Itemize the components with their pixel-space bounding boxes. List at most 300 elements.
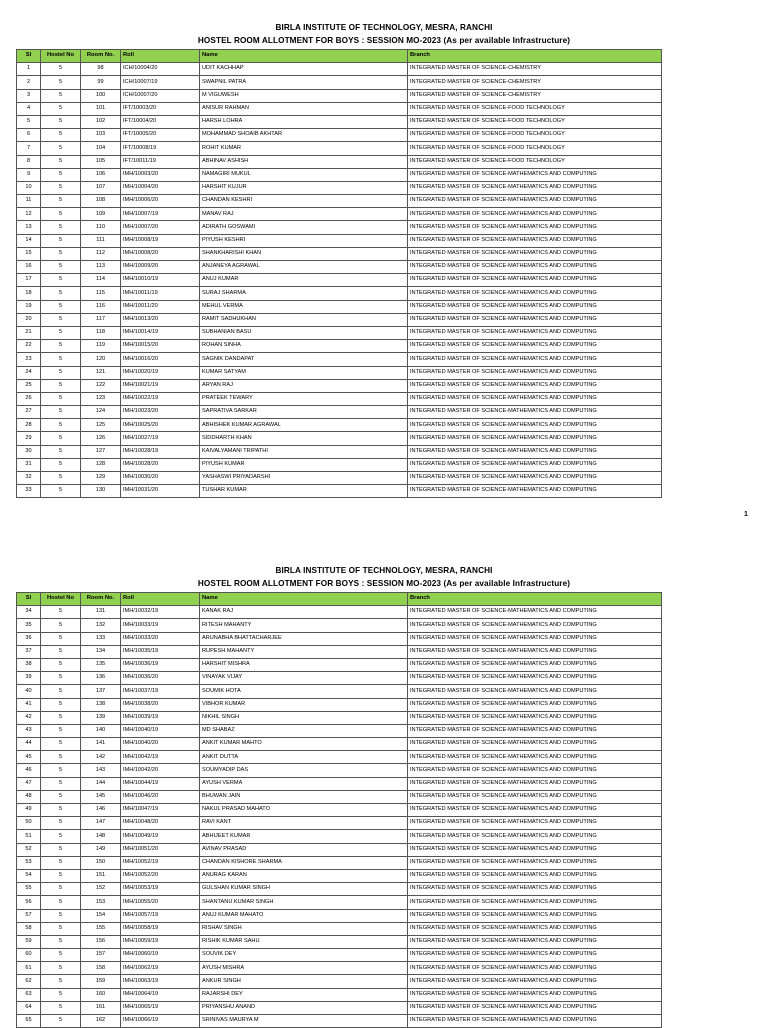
cell-sl: 25 (17, 379, 41, 392)
cell-branch: INTEGRATED MASTER OF SCIENCE-MATHEMATICS AND COMPUTING (408, 458, 662, 471)
table-row (17, 472, 662, 485)
cell-name: ANURAG KARAN (200, 869, 408, 882)
cell-roll: IMH/10031/20 (121, 485, 200, 498)
cell-sl: 40 (17, 685, 41, 698)
cell-room-no: 134 (81, 645, 121, 658)
cell-name: GULSHAN KUMAR SINGH (200, 883, 408, 896)
table-row (17, 340, 662, 353)
cell-name: SHANTANU KUMAR SINGH (200, 896, 408, 909)
cell-name: RAMIT SADHUKHAN (200, 313, 408, 326)
cell-branch: INTEGRATED MASTER OF SCIENCE-MATHEMATICS AND COMPUTING (408, 261, 662, 274)
table-row (17, 234, 662, 247)
cell-branch: INTEGRATED MASTER OF SCIENCE-MATHEMATICS AND COMPUTING (408, 274, 662, 287)
cell-room-no: 142 (81, 751, 121, 764)
institute-title: BIRLA INSTITUTE OF TECHNOLOGY, MESRA, RANCHI (275, 566, 493, 575)
cell-room-no: 138 (81, 698, 121, 711)
cell-room-no: 120 (81, 353, 121, 366)
table-row (17, 672, 662, 685)
cell-hostel-no: 5 (41, 458, 81, 471)
table-row (17, 777, 662, 790)
cell-branch: INTEGRATED MASTER OF SCIENCE-MATHEMATICS AND COMPUTING (408, 988, 662, 1001)
table-row (17, 790, 662, 803)
cell-name: SOUMIK HOTA (200, 685, 408, 698)
cell-sl: 14 (17, 234, 41, 247)
cell-room-no: 110 (81, 221, 121, 234)
cell-name: SUBHANIAN BASU (200, 326, 408, 339)
cell-name: ARUNABHA BHATTACHARJEE (200, 632, 408, 645)
cell-sl: 2 (17, 76, 41, 89)
cell-roll: IMH/10063/19 (121, 975, 200, 988)
cell-room-no: 113 (81, 261, 121, 274)
cell-room-no: 98 (81, 63, 121, 76)
cell-branch: INTEGRATED MASTER OF SCIENCE-MATHEMATICS AND COMPUTING (408, 804, 662, 817)
cell-hostel-no: 5 (41, 738, 81, 751)
cell-branch: INTEGRATED MASTER OF SCIENCE-MATHEMATICS AND COMPUTING (408, 738, 662, 751)
cell-sl: 45 (17, 751, 41, 764)
cell-room-no: 106 (81, 168, 121, 181)
cell-sl: 27 (17, 406, 41, 419)
cell-hostel-no: 5 (41, 406, 81, 419)
cell-sl: 42 (17, 711, 41, 724)
cell-branch: INTEGRATED MASTER OF SCIENCE-MATHEMATICS AND COMPUTING (408, 856, 662, 869)
cell-branch: INTEGRATED MASTER OF SCIENCE-MATHEMATICS AND COMPUTING (408, 962, 662, 975)
table-row (17, 353, 662, 366)
cell-branch: INTEGRATED MASTER OF SCIENCE-MATHEMATICS AND COMPUTING (408, 353, 662, 366)
table-row (17, 711, 662, 724)
table-row (17, 751, 662, 764)
table-row (17, 392, 662, 405)
cell-room-no: 123 (81, 392, 121, 405)
table-row (17, 909, 662, 922)
cell-hostel-no: 5 (41, 777, 81, 790)
cell-sl: 31 (17, 458, 41, 471)
table-row (17, 221, 662, 234)
table-row (17, 685, 662, 698)
cell-branch: INTEGRATED MASTER OF SCIENCE-MATHEMATICS AND COMPUTING (408, 658, 662, 671)
cell-roll: IMH/10055/20 (121, 896, 200, 909)
cell-hostel-no: 5 (41, 685, 81, 698)
cell-room-no: 130 (81, 485, 121, 498)
table-row (17, 485, 662, 498)
cell-name: ANKUR SINGH (200, 975, 408, 988)
cell-roll: IMH/10036/20 (121, 672, 200, 685)
cell-hostel-no: 5 (41, 922, 81, 935)
cell-room-no: 147 (81, 817, 121, 830)
cell-name: YASHASWI PRIYADARSHI (200, 472, 408, 485)
cell-branch: INTEGRATED MASTER OF SCIENCE-MATHEMATICS AND COMPUTING (408, 326, 662, 339)
cell-roll: IMH/10022/19 (121, 392, 200, 405)
cell-sl: 1 (17, 63, 41, 76)
cell-branch: INTEGRATED MASTER OF SCIENCE-MATHEMATICS AND COMPUTING (408, 208, 662, 221)
cell-room-no: 101 (81, 102, 121, 115)
cell-branch: INTEGRATED MASTER OF SCIENCE-CHEMISTRY (408, 89, 662, 102)
cell-name: ANUJ KUMAR (200, 274, 408, 287)
cell-name: HARSHIT KUJUR (200, 181, 408, 194)
cell-name: SIDDHARTH KHAN (200, 432, 408, 445)
cell-name: M VIGUWESH (200, 89, 408, 102)
allotment-table (16, 49, 662, 498)
table-row (17, 326, 662, 339)
table-row (17, 247, 662, 260)
cell-sl: 35 (17, 619, 41, 632)
table-row (17, 883, 662, 896)
cell-room-no: 148 (81, 830, 121, 843)
cell-sl: 21 (17, 326, 41, 339)
cell-name: ADIRATH GOSWAMI (200, 221, 408, 234)
cell-room-no: 150 (81, 856, 121, 869)
cell-sl: 61 (17, 962, 41, 975)
cell-name: PIYUSH KUMAR (200, 458, 408, 471)
cell-branch: INTEGRATED MASTER OF SCIENCE-MATHEMATICS AND COMPUTING (408, 830, 662, 843)
cell-roll: IFT/10005/20 (121, 129, 200, 142)
cell-roll: IMH/10035/19 (121, 645, 200, 658)
cell-hostel-no: 5 (41, 115, 81, 128)
cell-branch: INTEGRATED MASTER OF SCIENCE-MATHEMATICS AND COMPUTING (408, 287, 662, 300)
cell-roll: IMH/10023/20 (121, 406, 200, 419)
page-number: 1 (744, 511, 748, 518)
cell-branch: INTEGRATED MASTER OF SCIENCE-MATHEMATICS AND COMPUTING (408, 817, 662, 830)
cell-hostel-no: 5 (41, 632, 81, 645)
cell-roll: IMH/10049/19 (121, 830, 200, 843)
cell-sl: 44 (17, 738, 41, 751)
cell-hostel-no: 5 (41, 764, 81, 777)
cell-name: PRIYANSHU ANAND (200, 1001, 408, 1014)
cell-name: TUSHAR KUMAR (200, 485, 408, 498)
cell-sl: 39 (17, 672, 41, 685)
table-row (17, 843, 662, 856)
cell-roll: IMH/10010/19 (121, 274, 200, 287)
cell-hostel-no: 5 (41, 975, 81, 988)
cell-branch: INTEGRATED MASTER OF SCIENCE-MATHEMATICS AND COMPUTING (408, 472, 662, 485)
cell-sl: 13 (17, 221, 41, 234)
cell-name: SOUMYADIP DAS (200, 764, 408, 777)
cell-roll: IMH/10028/19 (121, 445, 200, 458)
cell-sl: 50 (17, 817, 41, 830)
cell-roll: IFT/10004/20 (121, 115, 200, 128)
table-row (17, 619, 662, 632)
cell-room-no: 152 (81, 883, 121, 896)
cell-roll: IMH/10057/19 (121, 909, 200, 922)
cell-sl: 53 (17, 856, 41, 869)
cell-name: SHANKHARISHI KHAN (200, 247, 408, 260)
cell-name: ANUJ KUMAR MAHATO (200, 909, 408, 922)
cell-roll: IMH/10040/19 (121, 724, 200, 737)
cell-hostel-no: 5 (41, 645, 81, 658)
cell-sl: 32 (17, 472, 41, 485)
cell-hostel-no: 5 (41, 711, 81, 724)
cell-branch: INTEGRATED MASTER OF SCIENCE-CHEMISTRY (408, 63, 662, 76)
cell-roll: IMH/10059/19 (121, 935, 200, 948)
cell-branch: INTEGRATED MASTER OF SCIENCE-MATHEMATICS AND COMPUTING (408, 777, 662, 790)
cell-hostel-no: 5 (41, 817, 81, 830)
table-row (17, 830, 662, 843)
table-row (17, 1001, 662, 1014)
cell-name: MEHUL VERMA (200, 300, 408, 313)
cell-name: KUMAR SATYAM (200, 366, 408, 379)
cell-hostel-no: 5 (41, 658, 81, 671)
cell-roll: IMH/10046/20 (121, 790, 200, 803)
table-row (17, 922, 662, 935)
cell-branch: INTEGRATED MASTER OF SCIENCE-FOOD TECHNOLOGY (408, 142, 662, 155)
cell-branch: INTEGRATED MASTER OF SCIENCE-MATHEMATICS AND COMPUTING (408, 711, 662, 724)
table-row (17, 658, 662, 671)
cell-branch: INTEGRATED MASTER OF SCIENCE-MATHEMATICS AND COMPUTING (408, 419, 662, 432)
table-row (17, 300, 662, 313)
cell-room-no: 155 (81, 922, 121, 935)
cell-room-no: 125 (81, 419, 121, 432)
header-roll: Roll (121, 593, 200, 606)
cell-sl: 43 (17, 724, 41, 737)
cell-name: RITESH MAHANTY (200, 619, 408, 632)
cell-room-no: 117 (81, 313, 121, 326)
cell-sl: 7 (17, 142, 41, 155)
cell-sl: 52 (17, 843, 41, 856)
cell-branch: INTEGRATED MASTER OF SCIENCE-MATHEMATICS AND COMPUTING (408, 432, 662, 445)
cell-hostel-no: 5 (41, 909, 81, 922)
cell-branch: INTEGRATED MASTER OF SCIENCE-FOOD TECHNOLOGY (408, 129, 662, 142)
cell-room-no: 153 (81, 896, 121, 909)
cell-hostel-no: 5 (41, 340, 81, 353)
cell-roll: IMH/10065/19 (121, 1001, 200, 1014)
cell-hostel-no: 5 (41, 751, 81, 764)
cell-branch: INTEGRATED MASTER OF SCIENCE-MATHEMATICS AND COMPUTING (408, 672, 662, 685)
cell-roll: IMH/10044/19 (121, 777, 200, 790)
cell-hostel-no: 5 (41, 606, 81, 619)
cell-room-no: 137 (81, 685, 121, 698)
cell-name: HARSH LOHRA (200, 115, 408, 128)
cell-sl: 4 (17, 102, 41, 115)
cell-name: RISHIK KUMAR SAHU (200, 935, 408, 948)
cell-branch: INTEGRATED MASTER OF SCIENCE-MATHEMATICS AND COMPUTING (408, 909, 662, 922)
cell-branch: INTEGRATED MASTER OF SCIENCE-MATHEMATICS AND COMPUTING (408, 790, 662, 803)
table-row (17, 896, 662, 909)
cell-room-no: 99 (81, 76, 121, 89)
cell-sl: 37 (17, 645, 41, 658)
institute-title: BIRLA INSTITUTE OF TECHNOLOGY, MESRA, RANCHI (275, 23, 493, 32)
cell-name: PRATEEK TEWARY (200, 392, 408, 405)
cell-branch: INTEGRATED MASTER OF SCIENCE-MATHEMATICS AND COMPUTING (408, 181, 662, 194)
cell-sl: 23 (17, 353, 41, 366)
table-row (17, 76, 662, 89)
cell-roll: IMH/10004/20 (121, 181, 200, 194)
cell-hostel-no: 5 (41, 379, 81, 392)
cell-name: ANISUR RAHMAN (200, 102, 408, 115)
cell-branch: INTEGRATED MASTER OF SCIENCE-MATHEMATICS AND COMPUTING (408, 221, 662, 234)
cell-name: NIKHIL SINGH (200, 711, 408, 724)
cell-roll: IMH/10013/20 (121, 313, 200, 326)
cell-branch: INTEGRATED MASTER OF SCIENCE-MATHEMATICS AND COMPUTING (408, 392, 662, 405)
cell-roll: IMH/10011/20 (121, 300, 200, 313)
cell-room-no: 156 (81, 935, 121, 948)
header-name: Name (200, 593, 408, 606)
cell-branch: INTEGRATED MASTER OF SCIENCE-CHEMISTRY (408, 76, 662, 89)
cell-roll: IMH/10006/20 (121, 195, 200, 208)
table-row (17, 869, 662, 882)
table-row (17, 645, 662, 658)
cell-roll: IMH/10027/19 (121, 432, 200, 445)
cell-sl: 54 (17, 869, 41, 882)
cell-roll: IMH/10014/19 (121, 326, 200, 339)
cell-hostel-no: 5 (41, 698, 81, 711)
cell-sl: 63 (17, 988, 41, 1001)
table-row (17, 181, 662, 194)
cell-room-no: 161 (81, 1001, 121, 1014)
cell-roll: IMH/10066/19 (121, 1015, 200, 1028)
cell-sl: 36 (17, 632, 41, 645)
table-row (17, 274, 662, 287)
cell-hostel-no: 5 (41, 326, 81, 339)
cell-sl: 12 (17, 208, 41, 221)
cell-room-no: 149 (81, 843, 121, 856)
table-row (17, 366, 662, 379)
cell-branch: INTEGRATED MASTER OF SCIENCE-MATHEMATICS AND COMPUTING (408, 751, 662, 764)
cell-name: CHANDAN KESHRI (200, 195, 408, 208)
cell-branch: INTEGRATED MASTER OF SCIENCE-FOOD TECHNOLOGY (408, 102, 662, 115)
cell-room-no: 124 (81, 406, 121, 419)
cell-branch: INTEGRATED MASTER OF SCIENCE-MATHEMATICS AND COMPUTING (408, 340, 662, 353)
cell-hostel-no: 5 (41, 949, 81, 962)
cell-roll: IMH/10040/20 (121, 738, 200, 751)
cell-sl: 17 (17, 274, 41, 287)
cell-name: UDIT KACHHAP (200, 63, 408, 76)
cell-roll: IMH/10052/19 (121, 856, 200, 869)
table-row (17, 379, 662, 392)
cell-hostel-no: 5 (41, 102, 81, 115)
cell-name: HARSHIT MISHRA (200, 658, 408, 671)
cell-roll: IMH/10007/19 (121, 208, 200, 221)
cell-room-no: 145 (81, 790, 121, 803)
header-name: Name (200, 50, 408, 63)
cell-roll: ICH/10007/20 (121, 89, 200, 102)
cell-sl: 5 (17, 115, 41, 128)
cell-hostel-no: 5 (41, 1001, 81, 1014)
table-row (17, 962, 662, 975)
cell-name: SURAJ SHARMA (200, 287, 408, 300)
cell-roll: IMH/10047/19 (121, 804, 200, 817)
cell-branch: INTEGRATED MASTER OF SCIENCE-MATHEMATICS AND COMPUTING (408, 606, 662, 619)
cell-sl: 18 (17, 287, 41, 300)
table-row (17, 606, 662, 619)
cell-hostel-no: 5 (41, 790, 81, 803)
cell-hostel-no: 5 (41, 63, 81, 76)
cell-hostel-no: 5 (41, 935, 81, 948)
cell-name: MOHAMMAD SHOAIB AKHTAR (200, 129, 408, 142)
cell-sl: 51 (17, 830, 41, 843)
cell-roll: IFT/10008/19 (121, 142, 200, 155)
table-row (17, 432, 662, 445)
cell-branch: INTEGRATED MASTER OF SCIENCE-MATHEMATICS AND COMPUTING (408, 168, 662, 181)
cell-sl: 29 (17, 432, 41, 445)
header-sl: Sl (17, 593, 41, 606)
cell-name: ABHINAV ASHISH (200, 155, 408, 168)
cell-roll: IMH/10003/20 (121, 168, 200, 181)
cell-hostel-no: 5 (41, 1015, 81, 1028)
cell-roll: IMH/10048/20 (121, 817, 200, 830)
cell-roll: IMH/10016/20 (121, 353, 200, 366)
cell-sl: 22 (17, 340, 41, 353)
cell-sl: 65 (17, 1015, 41, 1028)
cell-sl: 28 (17, 419, 41, 432)
cell-sl: 48 (17, 790, 41, 803)
cell-room-no: 131 (81, 606, 121, 619)
cell-name: ARYAN RAJ (200, 379, 408, 392)
cell-branch: INTEGRATED MASTER OF SCIENCE-MATHEMATICS AND COMPUTING (408, 975, 662, 988)
cell-name: SAPRATIVA SARKAR (200, 406, 408, 419)
cell-name: CHANDAN KISHORE SHARMA (200, 856, 408, 869)
cell-hostel-no: 5 (41, 843, 81, 856)
table-row (17, 949, 662, 962)
table-row (17, 856, 662, 869)
cell-hostel-no: 5 (41, 419, 81, 432)
cell-hostel-no: 5 (41, 76, 81, 89)
table-row (17, 102, 662, 115)
cell-room-no: 162 (81, 1015, 121, 1028)
cell-name: MD SHABAZ (200, 724, 408, 737)
cell-name: ANJANEYA AGRAWAL (200, 261, 408, 274)
cell-branch: INTEGRATED MASTER OF SCIENCE-MATHEMATICS AND COMPUTING (408, 869, 662, 882)
cell-name: VINAYAK VIJAY (200, 672, 408, 685)
cell-roll: IMH/10042/19 (121, 751, 200, 764)
cell-hostel-no: 5 (41, 366, 81, 379)
cell-hostel-no: 5 (41, 142, 81, 155)
cell-room-no: 129 (81, 472, 121, 485)
cell-name: RAVI KANT (200, 817, 408, 830)
cell-branch: INTEGRATED MASTER OF SCIENCE-MATHEMATICS AND COMPUTING (408, 406, 662, 419)
table-row (17, 195, 662, 208)
table-row (17, 287, 662, 300)
cell-roll: IMH/10038/20 (121, 698, 200, 711)
cell-room-no: 102 (81, 115, 121, 128)
cell-room-no: 139 (81, 711, 121, 724)
cell-room-no: 160 (81, 988, 121, 1001)
cell-room-no: 154 (81, 909, 121, 922)
cell-roll: IMH/10039/19 (121, 711, 200, 724)
table-row (17, 89, 662, 102)
cell-branch: INTEGRATED MASTER OF SCIENCE-MATHEMATICS AND COMPUTING (408, 234, 662, 247)
cell-name: NAKUL PRASAD MAHATO (200, 804, 408, 817)
cell-sl: 34 (17, 606, 41, 619)
cell-roll: IMH/10021/19 (121, 379, 200, 392)
cell-roll: IMH/10042/20 (121, 764, 200, 777)
cell-roll: IMH/10008/19 (121, 234, 200, 247)
cell-hostel-no: 5 (41, 724, 81, 737)
cell-room-no: 122 (81, 379, 121, 392)
cell-name: AVINAV PRASAD (200, 843, 408, 856)
table-row (17, 724, 662, 737)
cell-branch: INTEGRATED MASTER OF SCIENCE-MATHEMATICS AND COMPUTING (408, 935, 662, 948)
cell-room-no: 116 (81, 300, 121, 313)
table-body (17, 606, 662, 1028)
cell-sl: 56 (17, 896, 41, 909)
cell-sl: 8 (17, 155, 41, 168)
cell-room-no: 136 (81, 672, 121, 685)
cell-branch: INTEGRATED MASTER OF SCIENCE-MATHEMATICS AND COMPUTING (408, 698, 662, 711)
cell-room-no: 111 (81, 234, 121, 247)
cell-hostel-no: 5 (41, 89, 81, 102)
cell-name: SRINIVAS MAURYA M (200, 1015, 408, 1028)
cell-sl: 19 (17, 300, 41, 313)
cell-hostel-no: 5 (41, 287, 81, 300)
cell-sl: 59 (17, 935, 41, 948)
header-branch: Branch (408, 50, 662, 63)
cell-sl: 55 (17, 883, 41, 896)
cell-hostel-no: 5 (41, 869, 81, 882)
cell-name: ROHAN SINHA (200, 340, 408, 353)
cell-sl: 38 (17, 658, 41, 671)
cell-branch: INTEGRATED MASTER OF SCIENCE-MATHEMATICS AND COMPUTING (408, 247, 662, 260)
cell-room-no: 119 (81, 340, 121, 353)
table-row (17, 155, 662, 168)
